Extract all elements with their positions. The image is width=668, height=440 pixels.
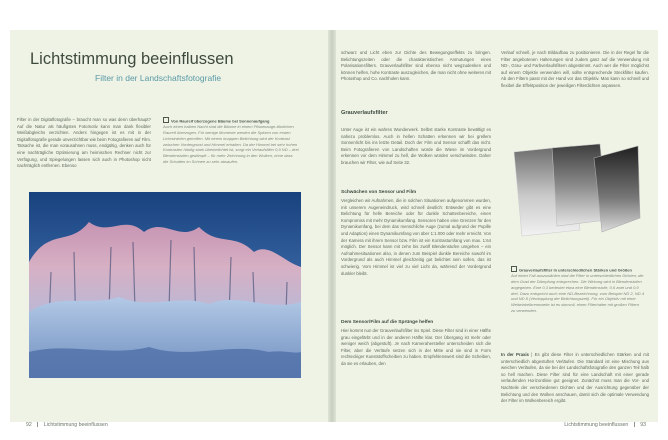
heading-dem-sensor: Dem Sensor/Film auf die Sprünge helfen xyxy=(341,320,434,325)
caption-marker-icon xyxy=(511,266,517,272)
filter-plate-dark xyxy=(594,146,640,232)
page-number-right: 93 xyxy=(640,422,646,428)
graduated-filters-image xyxy=(512,140,642,240)
intro-paragraph: Filter in der Digitalfotografie – braucht man so was denn überhaupt? Auf die Natur als häufigstes Fotomotiv kann man dank flexibler Weißabgleichs verzichten. Anders hingegen ist es mit in der Digitalfotografie gerade unverzichtbar wie beim Fotografieren auf Film. Tatsache ist, die man vorausahnen muss, endgültig, denken auch für eine nachträgliche Optimierung am heimischen Rechner nicht zur Verfügung, und Spiegelungen lassen sich auch in Photoshop nicht nachträglich entfernen. Ebenso xyxy=(17,117,151,169)
page-subtitle: Filter in der Landschaftsfotografie xyxy=(95,73,222,83)
photo-caption-text: Auch einen halben Nacht sind die Bäume in einem Pfauenauge-ähnlichen Raureif überzogen. Für wenige Momente werden die Spitzen von ersten Lichtstrahlen getroffen. Mit einem knappen Belichtung wird der Kontrast zwischen Vordergrund und Himmel erhalten. Da der Himmel bei sehr hohen Kontrasten häufig stark überbelichtet ist, sorgt ein Verlaufsfilter 0,9 ND – drei Blendenstufen gedämpft – für mehr Zeichnung in den Wolken, ohne dass die Schatten im Schnee zu sehr absaufen. xyxy=(163,124,299,165)
heading-grauverlaufsfilter: Grauverlaufsfilter xyxy=(341,110,388,116)
schwaechen-paragraph: Vergleichen wir Aufnahmen, die in solchen Situationen aufgenommen wurden, mit unserem Augeneindruck, wird schnell deutlich: Entweder gibt es eine Belichtung für helle Bereiche oder für dunkle Schattenbereiche, einen Kompromiss mit mehr Dynamikumfang. Sensoren haben eine Grenzen für den Dynamikumfang, bei dem das menschliche Auge (zumal aufgrund der Pupille und Adaption) einen Dynamikumfang von über 1:1.000 oder mehr erreicht. Von der Kamera mit ihrem Sensor bzw. Film ist ein Kontrastumfang von max. 1:64 möglich. Der Sensor kann mit zehn bis zwölf Blendenstufen umgehen – ein Aufnahmesituationen also, in denen zum Beispiel dunkle Bereiche sowohl im Vordergrund als auch Himmel gleichzeitig gut belichtet sein sollen, das ist schwierig. Vom Himmel ist viel zu viel Licht da, während der Vordergrund dunkler bleibt. xyxy=(341,198,492,276)
page-number-left: 92 xyxy=(26,422,32,428)
footer-label-left: Lichtstimmung beeinflussen xyxy=(43,422,108,428)
page-title: Lichtstimmung beeinflussen xyxy=(30,50,234,68)
dem-sensor-paragraph: Hier kommt nun der Grauverlaufsfilter ins Spiel. Diese Filter sind in einer Hälfte grau eingefärbt und in der anderen Hälfte klar. Der Übergang ist mehr oder weniger weich (abgestuft). Je nach Kamerahersteller unterscheiden sich die Filter, aber die Verläufe setzen sich in der Mitte und sie sind in Form rechteckiger Kunststoffscheiben zu haben. Empfehlenswert sind die Scheiben, da sie es erlauben, den xyxy=(341,328,491,366)
footer-left xyxy=(26,422,108,428)
in-der-praxis-text: | Es gibt diese Filter in unterschiedlichen Stärken und mit unterschiedlich abgestuften Verläufen. Die Standard ist eine Mischung aus weichen Verläufen, da sie bei der Landschaftsfotografie den ganzen Teil halb so hell machen. Diese Filter sind für eine Landschaft mit einer gerade verlaufenden Horizontlinie gut geeignet. Zunächst muss man die Vor- und Nachteile der verschiedenen Dichten und der Ausrichtung gegenüber der Belichtung und den Wolken anschauen, damit sich die optimale Verwendung der Filter im Wolkenbereich ergibt. xyxy=(501,352,650,404)
frost-trees-photo xyxy=(29,192,301,378)
filters-caption-text: Auf einen Fall auszuwählen sind die Filter in unterschiedlichen Dichten, die dem Grad der Dämpfung entsprechen. Die Wirkung wird in Blendenstufen angegeben. Eine 0,3 bedeutet etwa eine Blendenstufe, 0,6 zwei und 0,9 drei. Dazu entspricht auch eine ND-Bezeichnung, zum Beispiel ND 2, ND 4 und ND 8 (Verdopplung der Belichtungszeit). Für ein Objektiv mit einer Weitwinkelbrennweite ist es sinnvoll, einen Filterhalter mit großen Filtern zu verwenden. xyxy=(511,273,644,314)
filters-caption xyxy=(511,266,644,340)
book-gutter xyxy=(328,30,336,422)
photo-caption-title: Von Raureif überzogene Bäume bei Sonnenaufgang xyxy=(171,118,270,124)
footer-right xyxy=(564,422,646,428)
right-col2-intro: Verlauf schnell, je nach Bildaufbau zu positionieren. Die in der Regel für die Filter angebotenen Halterungen sind zudem ganz auf die Verwendung mit ND-, Grau- und Farbverlaufsfiltern abgestimmt. Auch wer die Filter möglichst auf einem Objektiv verwenden will, sollte entsprechende Steckfilter kaufen. Ab den Filtern passt mit der Hand vor das Objektiv. Man kann so schnell und flexibel die Effektposition der jeweiligen Filterdichten anpassen. xyxy=(501,50,649,88)
grauverlauf-paragraph: Unter Auge ist ein wahres Wunderwerk. Selbst starke Kontraste bewältigt es nahezu problemlos. Auch in hellen Schatten erkennen wir bei grellem Sonnenlicht bis ins letzte Detail. Doch der Film und Sensor schafft das nicht. Beim Fotografieren von Landschaften würde die Wiese im Vordergrund erkennen vor dem Himmel zu hell, die Wolken würden verschwinden. Daher brauchen wir Filter, wie auf Seite 32. xyxy=(341,127,491,165)
photo-caption xyxy=(163,117,299,197)
heading-schwaechen: Schwächen von Sensor und Film xyxy=(341,190,417,195)
caption-marker-icon xyxy=(163,117,169,123)
in-der-praxis-lead: In der Praxis xyxy=(501,352,529,357)
in-der-praxis-paragraph xyxy=(501,352,649,414)
right-col1-intro: schwarz und Licht eben zur Dichte des Bewegungseffekts zu bringen. Belichtungszeiten oder die charakteristischen Anmutungen eines Polarisationsfilters. Grauverlaufsfilter sind ebenso nicht wegzudenken und können helfen, hohe Kontraste auszugleichen, die man nicht ohne weiteres mit Photoshop und Co. nachholen kann. xyxy=(341,50,492,82)
footer-label-right: Lichtstimmung beeinflussen xyxy=(564,422,629,428)
filters-caption-title: Grauverlaufsfilter in unterschiedlichen Stärken und Größen xyxy=(519,267,632,273)
